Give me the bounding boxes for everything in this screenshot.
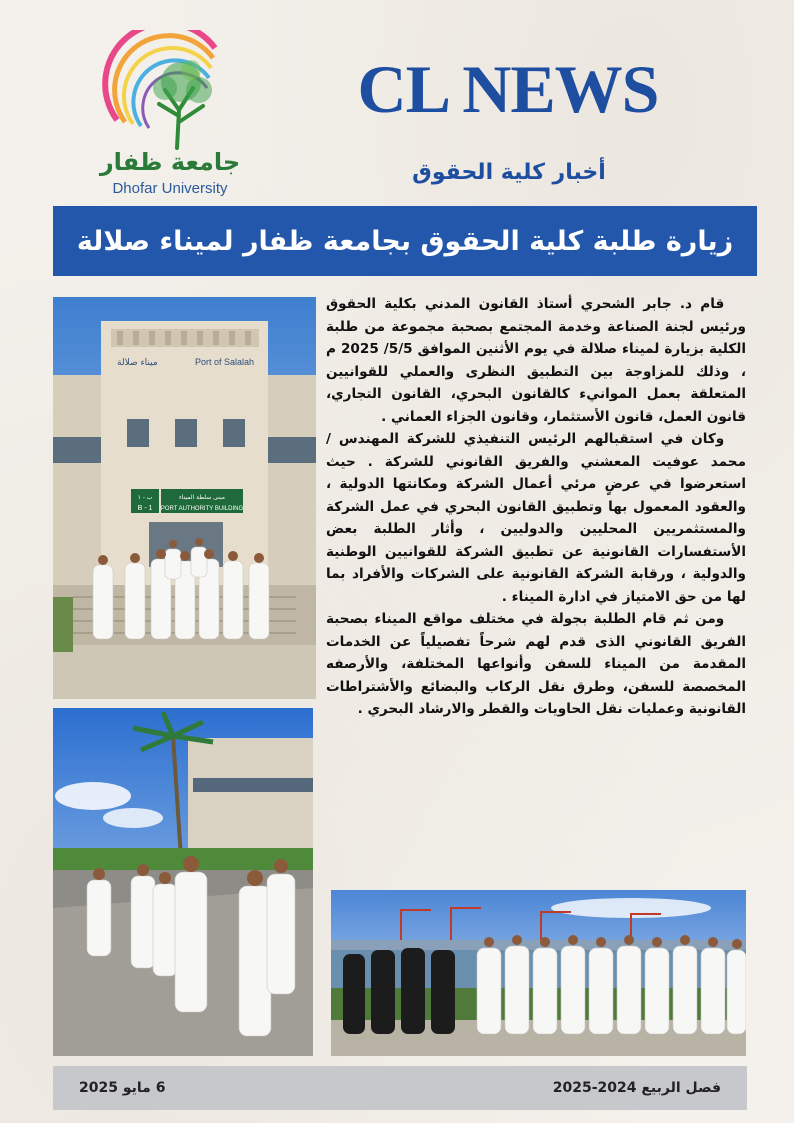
article-paragraph: ومن ثم قام الطلبة بجولة في مختلف مواقع الميناء بصحبة الفريق القانوني الذى قدم لهم شرحاً تفصيلياً عن الخدمات المقدمة من الميناء للسفن وأنواعها المختلفة، والأرصفه المخصصة للسفن، وطرق نقل الركاب والبضائع والأشتراطات القانونية وعمليات نقل الحاويات والقطر والارشاد البحري .	[326, 611, 746, 717]
footer-bar	[53, 1066, 747, 1110]
entrance-sign-english: PORT AUTHORITY BUILDING	[160, 506, 244, 512]
article-headline: زيارة طلبة كلية الحقوق بجامعة ظفار لميناء صلالة	[76, 225, 734, 257]
building-sign-arabic: ميناء صلالة	[117, 358, 158, 368]
tree-rainbow-logo-icon	[95, 30, 245, 150]
sign-code-arabic: ب - ١	[137, 494, 153, 501]
article-paragraph: وكان في استقبالهم الرئيس التنفيذي للشركة المهندس / محمد عوفيت المعشني والفريق القانوني للشركة . حيث استعرضوا في عرضٍ مرئي أعمال الشركة ومكانتها الدولية ، والعقود المعمول بها وتطبيق القانون البحري في عمل الشركة والمستثمريين المحليين والدوليين ، وأثار الطلبة بعض الأستفسارات القانونية عن تطبيق الشركة للقوانيين الوطنية والدولية ، ورقابة الشركة القانونية على الشركات والأفراد بما لها من حق الامتياز في ادارة الميناء .	[326, 431, 746, 605]
university-name-english: Dhofar University	[112, 180, 228, 197]
masthead-subtitle: أخبار كلية الحقوق	[412, 160, 606, 185]
sign-code: B - 1	[137, 505, 153, 512]
port-authority-building-group-photo	[53, 297, 316, 699]
university-name-arabic: جامعة ظفار	[99, 148, 241, 176]
students-group-at-harbor-photo	[331, 890, 746, 1056]
article-body	[326, 293, 746, 721]
masthead-title: CL NEWS	[357, 51, 659, 127]
article-paragraph: قام د. جابر الشحري أستاذ القانون المدني بكلية الحقوق ورئيس لجنة الصناعة وخدمة المجتمع بصحبة مجموعة من طلبة الكلية بزيارة لميناء صلالة في يوم الأثنين الموافق 5/5/ 2025 م ، وذلك للمزاوجة بين التطبيق النظرى والعملي للقوانيين المتعلقة بعمل الموانيء كالقانون البحري، القانون التجاري، قانون العمل، قانون الأستثمار، وقانون الجزاء العماني .	[326, 296, 746, 425]
footer-semester: فصل الربيع 2024-2025	[552, 1080, 721, 1096]
entrance-sign-arabic: مبنى سلطة الميناء	[178, 494, 226, 501]
footer-date: 6 مايو 2025	[79, 1080, 166, 1096]
headline-bar	[53, 206, 757, 276]
building-sign-english: Port of Salalah	[195, 357, 255, 367]
students-walking-photo	[53, 708, 313, 1056]
university-logo	[95, 30, 245, 200]
